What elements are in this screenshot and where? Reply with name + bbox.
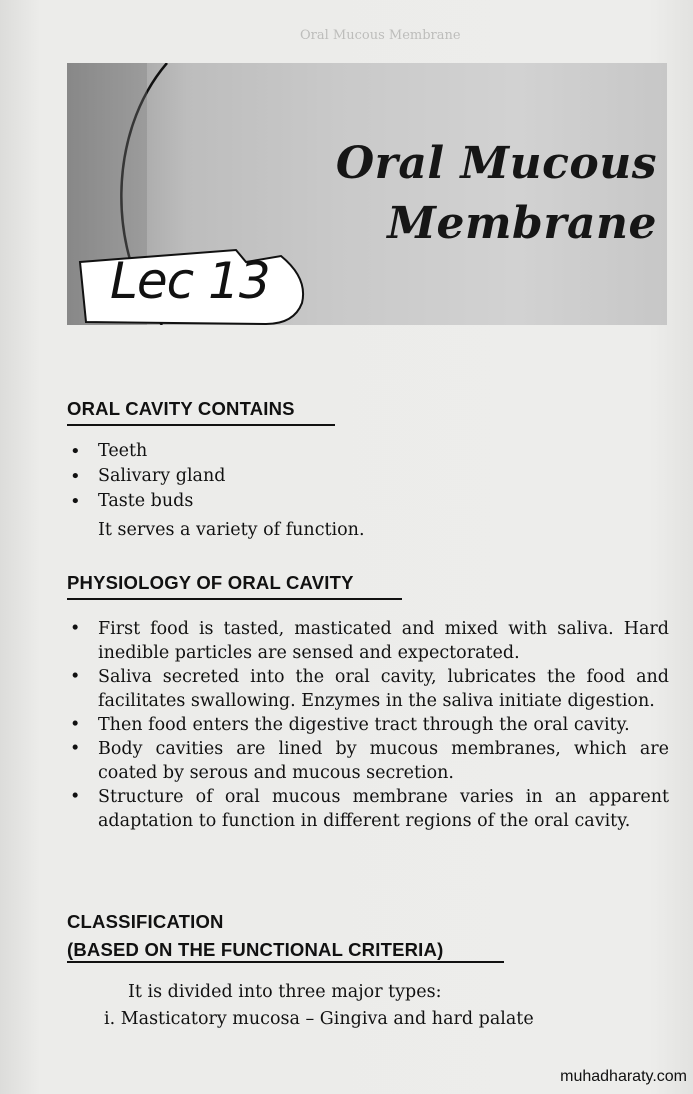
heading-underline bbox=[67, 961, 504, 963]
chapter-title-line1: Oral Mucous bbox=[335, 138, 657, 189]
classification-type-1: i. Masticatory mucosa – Gingiva and hard palate bbox=[104, 1009, 534, 1029]
running-head: Oral Mucous Membrane bbox=[300, 28, 461, 43]
list-item: • Body cavities are lined by mucous membranes, which are coated by serous and mucous secretion. bbox=[67, 737, 669, 785]
heading-underline bbox=[67, 424, 335, 426]
contains-list bbox=[67, 439, 225, 514]
classification-heading-line2: (BASED ON THE FUNCTIONAL CRITERIA) bbox=[67, 939, 444, 960]
list-item: • First food is tasted, masticated and mixed with saliva. Hard inedible particles are sensed and expectorated. bbox=[67, 617, 669, 665]
section-heading-contains: ORAL CAVITY CONTAINS bbox=[67, 398, 295, 419]
physiology-list bbox=[67, 617, 669, 833]
classification-heading-line1: CLASSIFICATION bbox=[67, 911, 224, 932]
section-heading-physiology: PHYSIOLOGY OF ORAL CAVITY bbox=[67, 572, 354, 593]
heading-underline bbox=[67, 598, 402, 600]
list-item: • Salivary gland bbox=[67, 464, 225, 489]
classification-intro: It is divided into three major types: bbox=[128, 982, 442, 1002]
list-item: • Then food enters the digestive tract through the oral cavity. bbox=[67, 713, 669, 737]
footer-watermark: muhadharaty.com bbox=[560, 1068, 687, 1085]
section-heading-classification bbox=[67, 908, 443, 964]
list-item: • Taste buds bbox=[67, 489, 225, 514]
list-item: • Structure of oral mucous membrane varies in an apparent adaptation to function in different regions of the oral cavity. bbox=[67, 785, 669, 833]
handwritten-label: Lec 13 bbox=[110, 252, 270, 310]
chapter-title-line2: Membrane bbox=[387, 198, 657, 249]
contains-note: It serves a variety of function. bbox=[98, 520, 365, 540]
list-item: • Saliva secreted into the oral cavity, lubricates the food and facilitates swallowing. Enzymes in the saliva initiate digestion. bbox=[67, 665, 669, 713]
list-item: • Teeth bbox=[67, 439, 225, 464]
